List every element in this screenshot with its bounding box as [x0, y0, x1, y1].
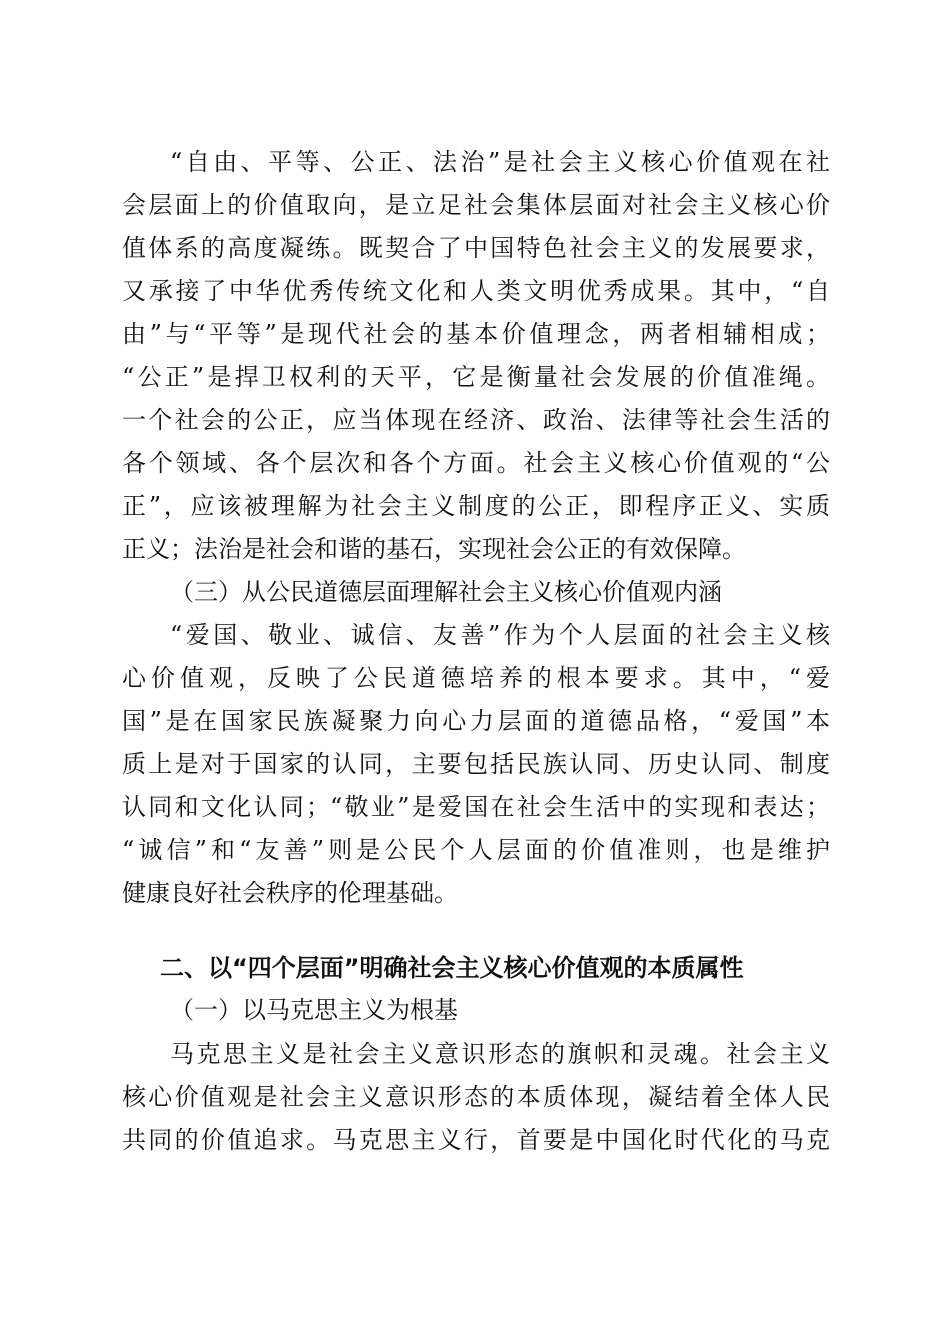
- text-line: 正”，应该被理解为社会主义制度的公正，即程序正义、实质: [122, 492, 830, 520]
- text-line: 质上是对于国家的认同，主要包括民族认同、历史认同、制度: [122, 750, 830, 778]
- text-line: “诚信”和“友善”则是公民个人层面的价值准则，也是维护: [122, 836, 830, 864]
- text-line: 一个社会的公正，应当体现在经济、政治、法律等社会生活的: [122, 406, 830, 434]
- text-line: 值体系的高度凝练。既契合了中国特色社会主义的发展要求，: [122, 234, 830, 262]
- text-line: 国”是在国家民族凝聚力向心力层面的道德品格，“爱国”本: [122, 707, 830, 735]
- text-line: 共同的价值追求。马克思主义行，首要是中国化时代化的马克: [122, 1126, 830, 1154]
- text-line: 会层面上的价值取向，是立足社会集体层面对社会主义核心价: [122, 191, 830, 219]
- text-line: 健康良好社会秩序的伦理基础。: [122, 879, 458, 907]
- text-line: 又承接了中华优秀传统文化和人类文明优秀成果。其中，“自: [122, 277, 830, 305]
- text-line: 由”与“平等”是现代社会的基本价值理念，两者相辅相成；: [122, 320, 830, 348]
- text-line: 核心价值观是社会主义意识形态的本质体现，凝结着全体人民: [122, 1083, 830, 1111]
- text-line: “爱国、敬业、诚信、友善”作为个人层面的社会主义核: [170, 621, 830, 649]
- text-line: 马克思主义是社会主义意识形态的旗帜和灵魂。社会主义: [170, 1040, 830, 1068]
- section-heading-3: （一）以马克思主义为根基: [170, 996, 458, 1024]
- section-heading-3: （三）从公民道德层面理解社会主义核心价值观内涵: [170, 578, 722, 606]
- text-line: 各个领域、各个层次和各个方面。社会主义核心价值观的“公: [122, 449, 830, 477]
- text-line: “公正”是捍卫权利的天平，它是衡量社会发展的价值准绳。: [122, 363, 830, 391]
- text-line: 认同和文化认同；“敬业”是爱国在社会生活中的实现和表达；: [122, 793, 830, 821]
- text-line: “自由、平等、公正、法治”是社会主义核心价值观在社: [170, 148, 830, 176]
- section-heading-2: 二、以“四个层面”明确社会主义核心价值观的本质属性: [160, 954, 744, 982]
- text-line: 心价值观，反映了公民道德培养的根本要求。其中，“爱: [122, 664, 830, 692]
- text-line: 正义；法治是社会和谐的基石，实现社会公正的有效保障。: [122, 535, 746, 563]
